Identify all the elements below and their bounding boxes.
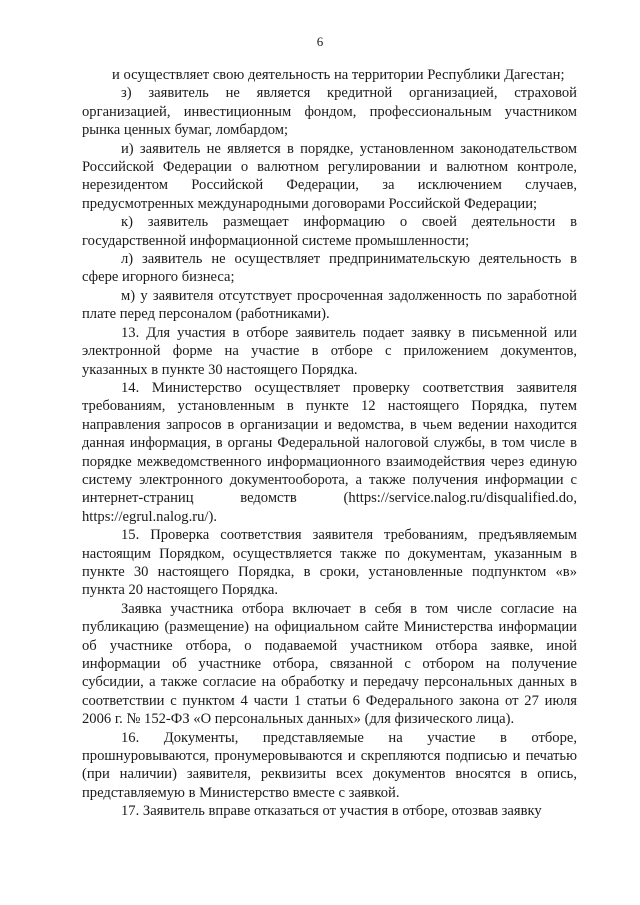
document-body bbox=[82, 66, 577, 821]
paragraph: з) заявитель не является кредитной организацией, страховой организацией, инвестиционным фондом, профессиональным участником рынка ценных бумаг, ломбардом; bbox=[82, 85, 577, 139]
paragraph: 16. Документы, представляемые на участие в отборе, прошнуровываются, пронумеровываются и скрепляются подписью и печатью (при наличии) заявителя, реквизиты всех документов вносятся в опись, представляемую в Министерство вместе с заявкой. bbox=[82, 729, 577, 801]
page-number: 6 bbox=[316, 34, 324, 49]
paragraph: и осуществляет свою деятельность на территории Республики Дагестан; bbox=[112, 67, 565, 83]
paragraph: и) заявитель не является в порядке, установленном законодательством Российской Федерации о валютном регулировании и валютном контроле, нерезидентом Российской Федерации, за исключением случаев, предусмотренных международными договорами Российской Федерации; bbox=[82, 140, 577, 212]
paragraph: 17. Заявитель вправе отказаться от участия в отборе, отозвав заявку bbox=[121, 803, 542, 820]
paragraph: к) заявитель размещает информацию о своей деятельности в государственной информационной системе промышленности; bbox=[82, 214, 577, 249]
paragraph: 13. Для участия в отборе заявитель подает заявку в письменной или электронной форме на участие в отборе с приложением документов, указанных в пункте 30 настоящего Порядка. bbox=[82, 324, 577, 378]
paragraph: 14. Министерство осуществляет проверку соответствия заявителя требованиям, установленным в пункте 12 настоящего Порядка, путем направления запросов в организации и ведомства, в чьем ведении находится данная информация, в органы Федеральной налоговой службы, в том числе в порядке межведомственного информационного взаимодействия через единую систему электронного документооборота, а также получения информации с интернет-страниц ведомств (https://service.nalog.ru/disqualified.do, https://egrul.nalog.ru/). bbox=[82, 379, 577, 525]
paragraph: 15. Проверка соответствия заявителя требованиям, предъявляемым настоящим Порядком, осуществляется также по документам, указанным в пункте 30 настоящего Порядка, в сроки, установленные подпунктом «в» пункта 20 настоящего Порядка. bbox=[82, 527, 577, 599]
paragraph: м) у заявителя отсутствует просроченная задолженность по заработной плате перед персоналом (работниками). bbox=[82, 287, 577, 323]
paragraph: л) заявитель не осуществляет предпринимательскую деятельность в сфере игорного бизнеса; bbox=[82, 251, 577, 286]
paragraph: Заявка участника отбора включает в себя в том числе согласие на публикацию (размещение) на официальном сайте Министерства информации об участнике отбора, о подаваемой участником отбора заявке, иной информации об участнике отбора, связанной с отбором на получение субсидии, а также согласие на обработку и передачу персональных данных в соответствии с пунктом 4 части 1 статьи 6 Федерального закона от 27 июля 2006 г. № 152-ФЗ «О персональных данных» (для физического лица). bbox=[82, 600, 577, 728]
